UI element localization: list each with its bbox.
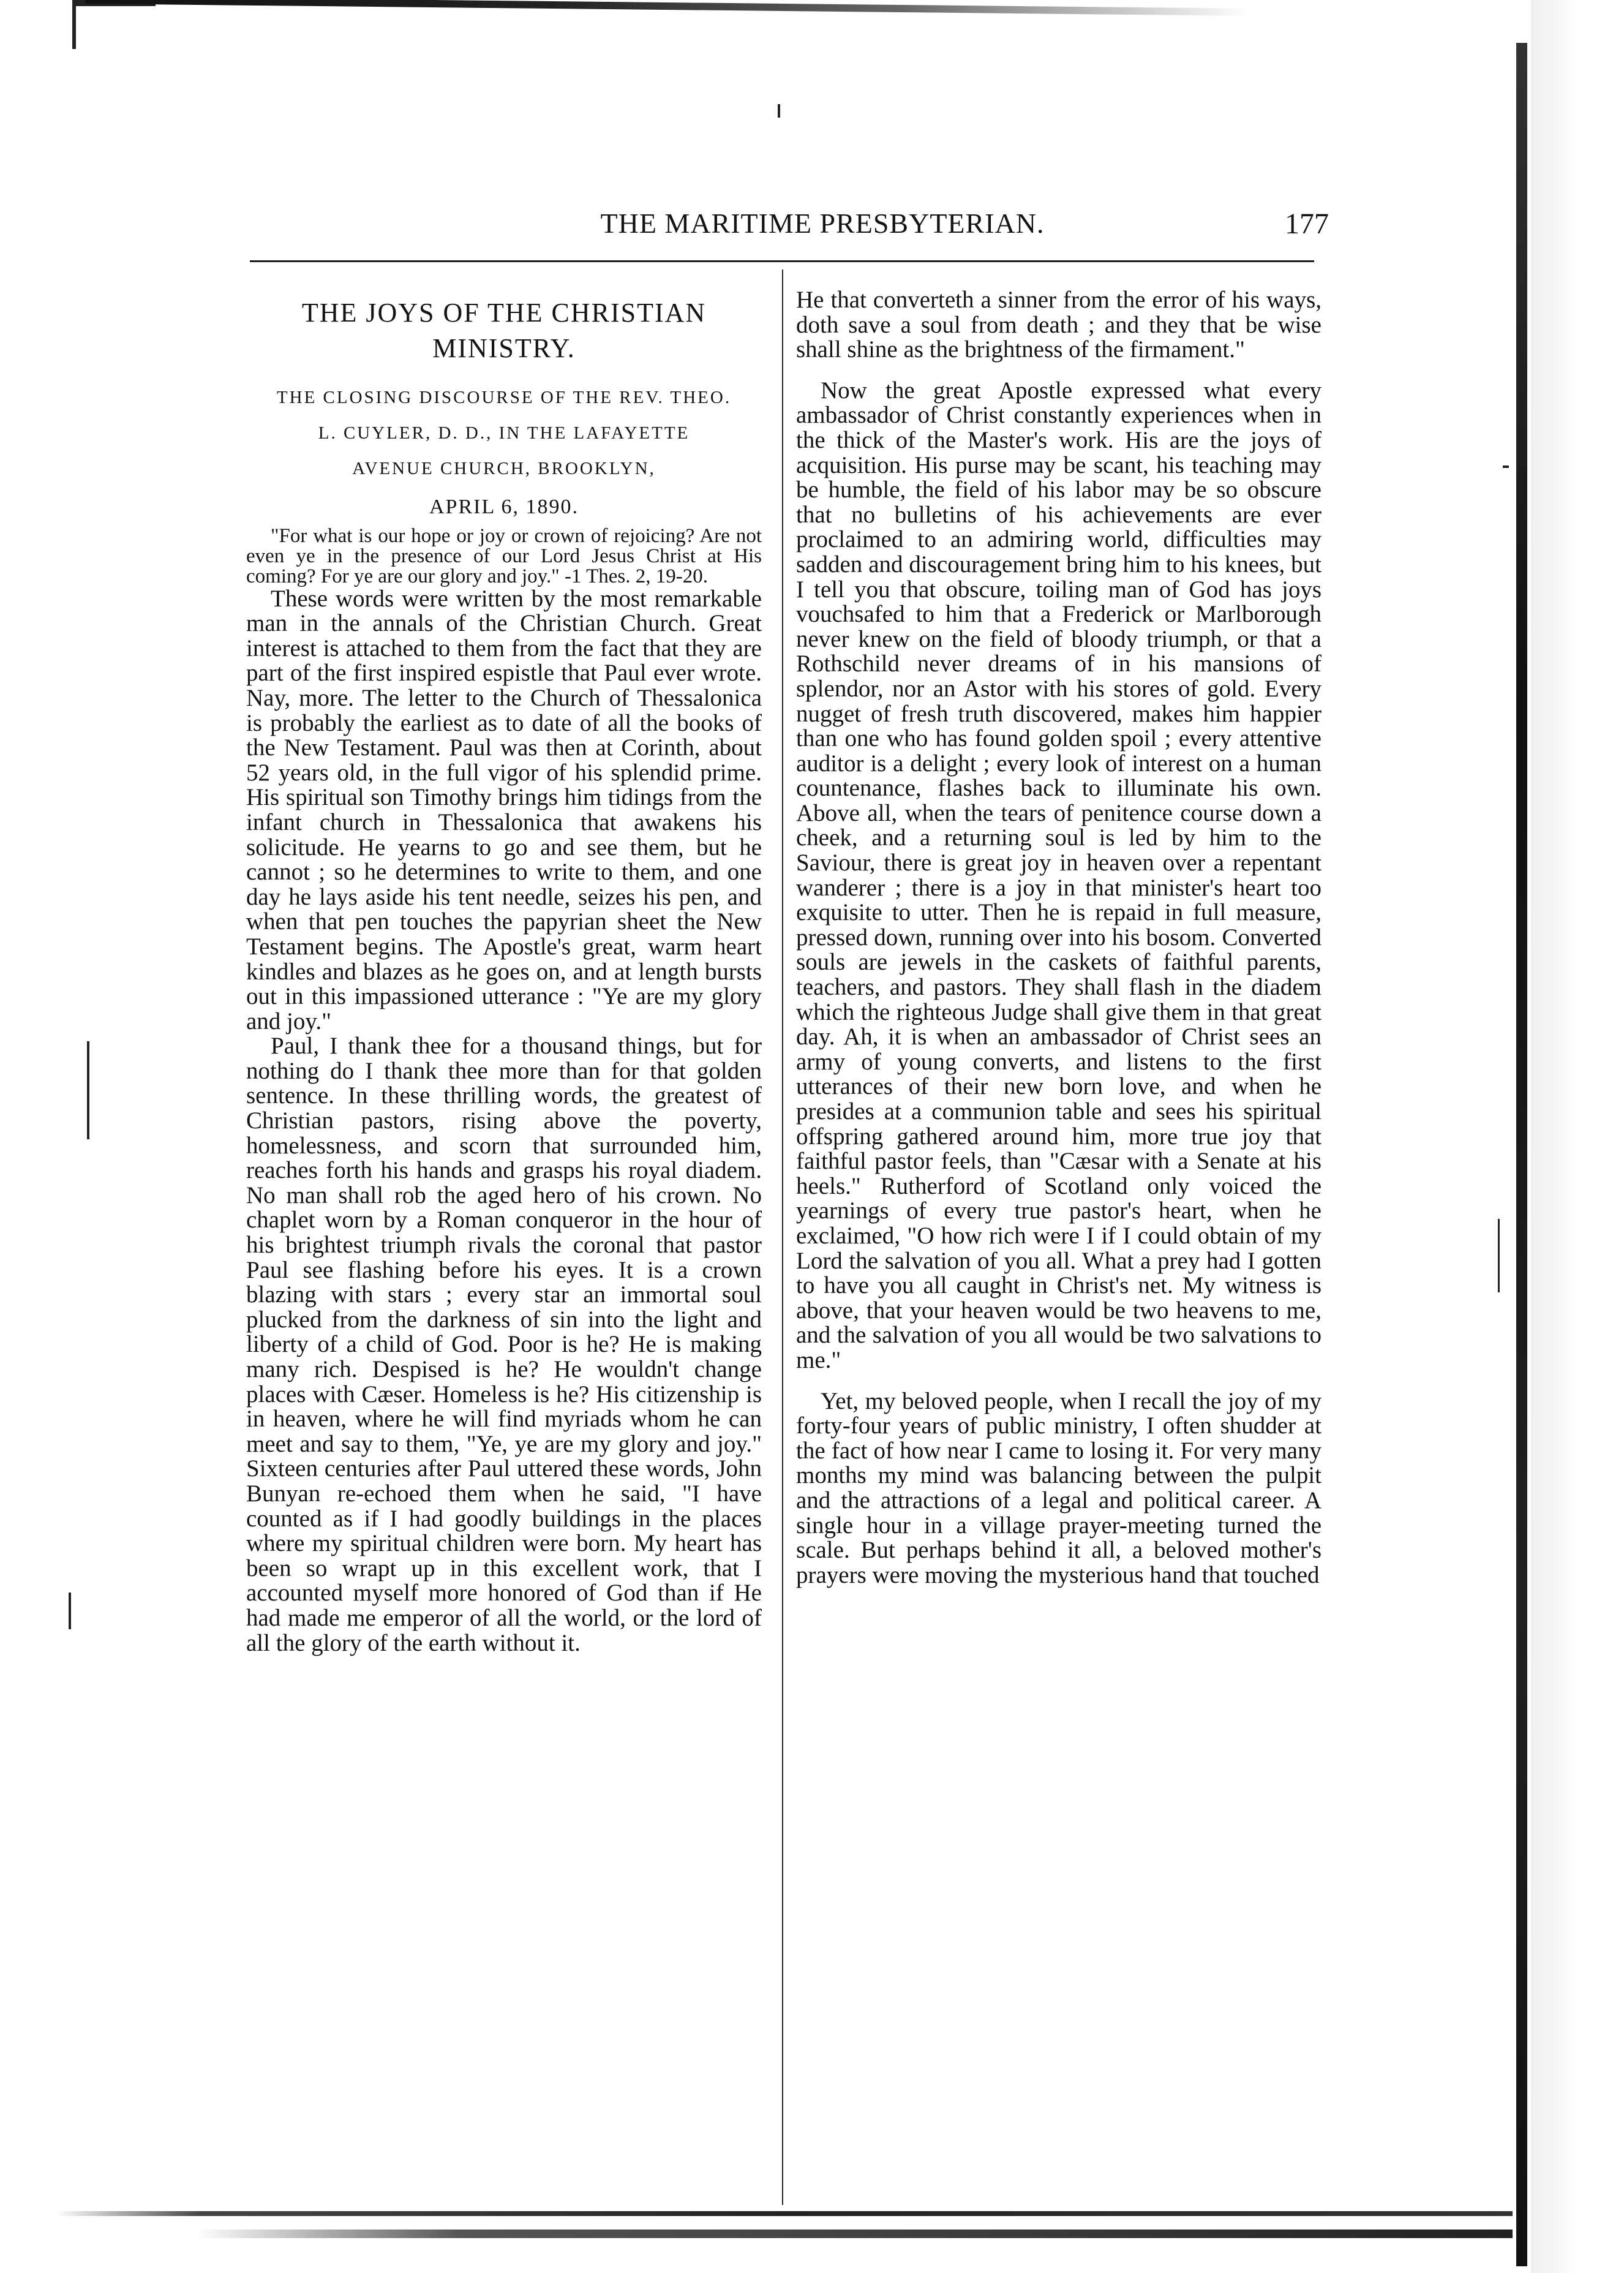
left-column	[246, 288, 762, 1656]
body-paragraph: These words were written by the most remarkable man in the annals of the Christian Church. Great interest is attached to them from the fact that they are part of the first inspired espistle that Paul ever wrote. Nay, more. The letter to the Church of Thessalonica is probably the earliest as to date of all the books of the New Testament. Paul was then at Corinth, about 52 years old, in the full vigor of his splendid prime. His spiritual son Timothy brings him tidings from the infant church in Thessalonica that awakens his solicitude. He yearns to go and see them, but he cannot ; so he determines to write to them, and one day he lays aside his tent needle, seizes his pen, and when that pen touches the papyrian sheet the New Testament begins. The Apostle's great, warm heart kindles and blazes as he goes on, and at length bursts out in this impassioned utterance : "Ye are my glory and joy."	[246, 585, 762, 1035]
scan-top-edge	[86, 0, 1249, 16]
article-subheading	[246, 380, 762, 486]
scan-speck	[1498, 1219, 1500, 1292]
subheading-line: AVENUE CHURCH, BROOKLYN,	[352, 459, 656, 478]
scan-speck	[87, 1041, 89, 1139]
scan-bottom-edge	[55, 2211, 1513, 2216]
scan-right-edge	[1516, 43, 1527, 2266]
article-title-line: THE JOYS OF THE CHRISTIAN	[301, 298, 707, 328]
body-paragraph: Yet, my beloved people, when I recall the joy of my forty-four years of public ministry, I often shudder at the fact of how near I came to losing it. For very many months my mind was balancing between the pulpit and the attractions of a legal and political career. A single hour in a village prayer-meeting turned the scale. But perhaps behind it all, a beloved mother's prayers were moving the mysterious hand that touched	[796, 1387, 1321, 1588]
body-paragraph: Now the great Apostle expressed what every ambassador of Christ constantly experiences when in the thick of the Master's work. His are the joys of acquisition. His purse may be scant, his teaching may be humble, the field of his labor may be so obscure that no bulletins of his achievements are ever proclaimed to an admiring world, difficulties may sadden and discouragement bring him to his knees, but I tell you that obscure, toiling man of God has joys vouchsafed to him that a Frederick or Marlborough never knew on the field of bloody triumph, or that a Rothschild never dreams of in his mansions of splendor, nor an Astor with his stores of gold. Every nugget of fresh truth discovered, makes him happier than one who has found golden spoil ; every attentive auditor is a delight ; every look of interest on a human countenance, flashes back to illuminate his own. Above all, when the tears of penitence course down a cheek, and a returning soul is led by him to the Saviour, there is great joy in heaven over a repentant wanderer ; there is a joy in that minister's heart too exquisite to utter. Then he is repaid in full measure, pressed down, running over into his bosom. Converted souls are jewels in the caskets of faithful parents, teachers, and pastors. They shall flash in the diadem which the righteous Judge shall give them in that great day. Ah, it is when an ambassador of Christ sees an army of young converts, and listens to the first utterances of their new born love, and when he presides at a communion table and sees his spiritual offspring gathered around him, more true joy that faithful pastor feels, than "Cæsar with a Senate at his heels." Rutherford of Scotland only voiced the yearnings of every true pastor's heart, when he exclaimed, "O how rich were I if I could obtain of my Lord the salvation of you all. What a prey had I gotten to have you all caught in Christ's net. My witness is above, that your heaven would be two heavens to me, and the salvation of you all would be two salvations to me."	[796, 377, 1321, 1373]
body-paragraph: Paul, I thank thee for a thousand things, but for nothing do I thank thee more than for that golden sentence. In these thrilling words, the greatest of Christian pastors, rising above the poverty, homelessness, and scorn that surrounded him, reaches forth his hands and grasps his royal diadem. No man shall rob the aged hero of his crown. No chaplet worn by a Roman conqueror in the hour of his brightest triumph rivals the coronal that pastor Paul see flashing before his eyes. It is a crown blazing with stars ; every star an immortal soul plucked from the darkness of sin into the light and liberty of a child of God. Poor is he? He is making many rich. Despised is he? He wouldn't change places with Cæser. Homeless is he? His citizenship is in heaven, where he will find myriads whom he can meet and say to them, "Ye, ye are my glory and joy." Sixteen centuries after Paul uttered these words, John Bunyan re-echoed them when he said, "I have counted as if I had goodly buildings in the places where my spiritual children were born. My heart has been so wrapt up in this excellent work, that I accounted myself more honored of God than if He had made me emperor of all the world, or the lord of all the glory of the earth without it.	[246, 1033, 762, 1656]
scan-bottom-edge-lower	[196, 2230, 1513, 2238]
body-paragraph: He that converteth a sinner from the error of his ways, doth save a soul from death ; and they that be wise shall shine as the brightness of the firmament."	[796, 287, 1321, 363]
epigraph: "For what is our hope or joy or crown of rejoicing? Are not even ye in the presence of our Lord Jesus Christ at His coming? For ye are our glory and joy." -1 Thes. 2, 19-20.	[246, 524, 762, 587]
running-head	[429, 207, 1329, 250]
column-divider	[782, 270, 783, 2205]
dateline: APRIL 6, 1890.	[429, 496, 579, 518]
scan-speck	[1503, 466, 1509, 468]
scan-speck	[69, 1593, 71, 1629]
scan-right-margin	[1531, 0, 1624, 2273]
subheading-line: L. CUYLER, D. D., IN THE LAFAYETTE	[318, 423, 690, 443]
subheading-line: THE CLOSING DISCOURSE OF THE REV. THEO.	[276, 388, 732, 407]
scan-corner-mark	[72, 0, 156, 49]
article-title	[246, 295, 762, 366]
running-title: THE MARITIME PRESBYTERIAN.	[600, 208, 1045, 239]
scan-speck	[778, 104, 780, 118]
right-column	[796, 288, 1321, 1588]
article-title-line: MINISTRY.	[432, 333, 576, 363]
header-rule	[250, 260, 1314, 262]
page-number: 177	[1285, 208, 1329, 240]
